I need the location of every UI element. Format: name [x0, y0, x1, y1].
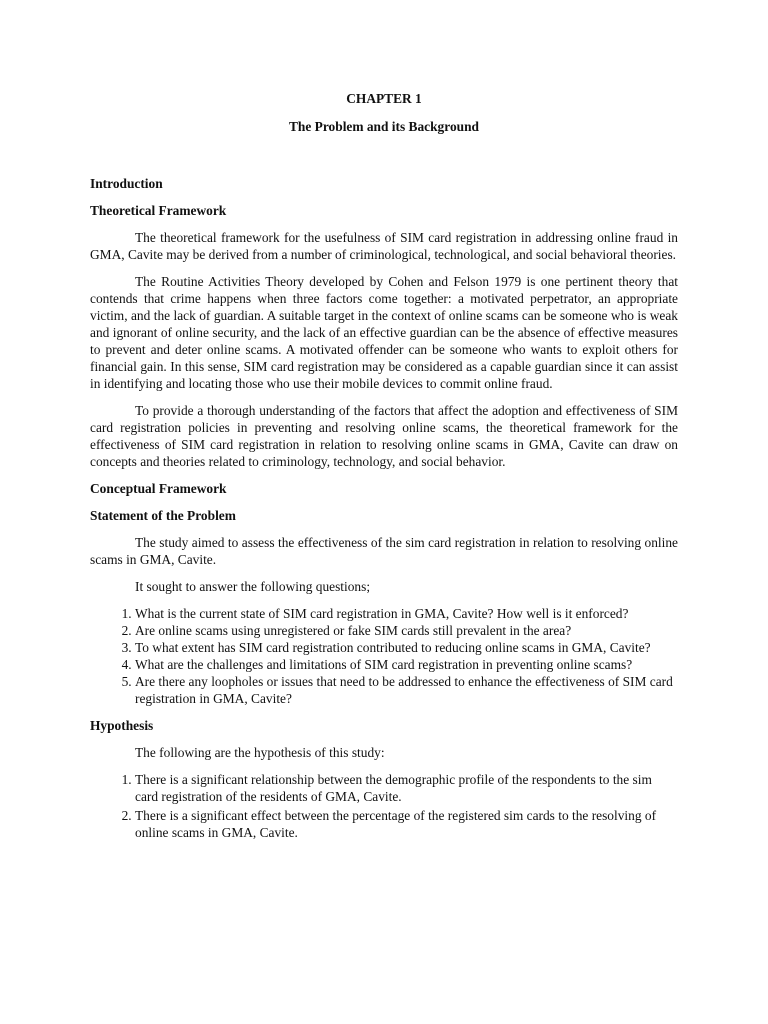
- list-item: 2. There is a significant effect between the percentage of the registered sim cards to the resolving of online scams in GMA, Cavite.: [135, 807, 678, 841]
- research-questions-list: [90, 605, 678, 707]
- list-item: 4. What are the challenges and limitations of SIM card registration in preventing online scams?: [135, 656, 678, 673]
- list-item: 5. Are there any loopholes or issues that need to be addressed to enhance the effectiveness of SIM card registration in GMA, Cavite?: [135, 673, 678, 707]
- introduction-heading: Introduction: [90, 176, 163, 191]
- list-item: 3. To what extent has SIM card registration contributed to reducing online scams in GMA, Cavite?: [135, 639, 678, 656]
- list-item: 1. What is the current state of SIM card registration in GMA, Cavite? How well is it enforced?: [135, 605, 678, 622]
- statement-lead: It sought to answer the following questions;: [135, 579, 371, 594]
- hypothesis-lead: The following are the hypothesis of this study:: [135, 745, 385, 760]
- list-item: 1. There is a significant relationship between the demographic profile of the respondents to the sim card registration of the residents of GMA, Cavite.: [135, 771, 678, 805]
- hypothesis-heading: Hypothesis: [90, 718, 154, 733]
- theoretical-framework-heading: Theoretical Framework: [90, 203, 227, 218]
- statement-of-problem-heading: Statement of the Problem: [90, 508, 236, 523]
- conceptual-framework-heading: Conceptual Framework: [90, 481, 227, 496]
- theoretical-paragraph: The theoretical framework for the usefulness of SIM card registration in addressing online fraud in GMA, Cavite may be derived from a number of criminological, technological, and social behavioral theories.: [90, 230, 678, 262]
- document-page: [90, 90, 678, 851]
- statement-intro-paragraph: The study aimed to assess the effectiveness of the sim card registration in relation to resolving online scams in GMA, Cavite.: [90, 535, 678, 567]
- theoretical-paragraph: To provide a thorough understanding of the factors that affect the adoption and effectiveness of SIM card registration policies in preventing and resolving online scams, the theoretical framework for the effectiveness of SIM card registration in relation to resolving online scams in GMA, Cavite can draw on concepts and theories related to criminology, technology, and social behavior.: [90, 403, 678, 469]
- theoretical-paragraph: The Routine Activities Theory developed by Cohen and Felson 1979 is one pertinent theory that contends that crime happens when three factors come together: a motivated perpetrator, an appropriate victim, and the lack of guardian. A suitable target in the context of online scams can be someone who is weak and ignorant of online security, and the lack of an effective guardian can be the absence of effective measures to prevent and deter online scams. A motivated offender can be someone who wants to exploit others for financial gain. In this sense, SIM card registration may be considered as a capable guardian since it can assist in identifying and locating those who use their mobile devices to commit online fraud.: [90, 274, 678, 391]
- list-item: 2. Are online scams using unregistered or fake SIM cards still prevalent in the area?: [135, 622, 678, 639]
- chapter-subtitle: The Problem and its Background: [289, 119, 479, 134]
- chapter-title: CHAPTER 1: [346, 91, 422, 106]
- hypothesis-list: [90, 771, 678, 841]
